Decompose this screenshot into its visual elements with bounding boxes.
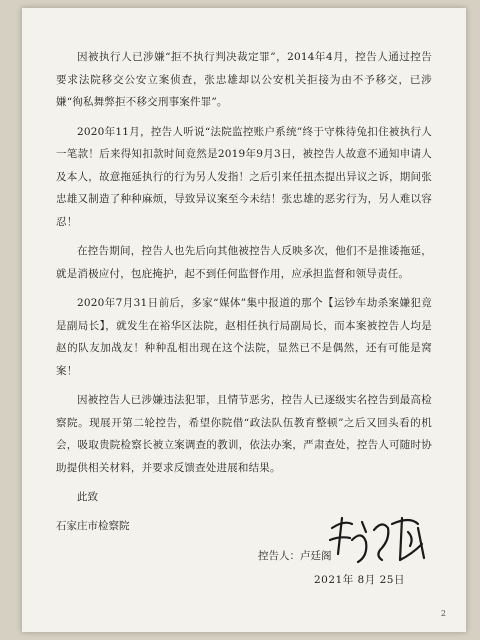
complainant-line: 控告人：卢廷阁 — [258, 550, 332, 562]
date-line: 2021年 8月 25日 — [314, 574, 405, 586]
recipient-line: 石家庄市检察院 — [56, 520, 130, 532]
document-body — [56, 46, 432, 509]
paragraph-1: 因被执行人已涉嫌“拒不执行判决裁定罪”，2014年4月，控告人通过控告要求法院移交公安立案侦查，张忠雄却以公安机关拒接为由不予移交，已涉嫌“徇私舞弊拒不移交刑事案件罪”。 — [56, 51, 432, 108]
closing-salutation: 此致 — [77, 491, 98, 503]
paragraph-5: 因被控告人已涉嫌违法犯罪，且情节恶劣，控告人已逐级实名控告到最高检察院。现展开第二轮控告，希望你院借“政法队伍教育整顿”之后又回头看的机会，吸取贵院检察长被立案调查的教训，依法办案，严肃查处，控告人可随时协助提供相关材料，并要求反馈查处进展和结果。 — [56, 394, 432, 474]
paragraph-2: 2020年11月，控告人听说“法院监控账户系统”终于守株待兔扣住被执行人一笔款！后来得知扣款时间竟然是2019年9月3日，被控告人故意不通知申请人及本人，故意拖延执行的行为另人发指！之后引来任扭杰提出异议之诉，期间张忠雄又制造了种种麻烦，导致异议案至今未结！张忠雄的恶劣行为，另人难以容忍！ — [56, 125, 432, 228]
handwritten-signature — [322, 510, 432, 570]
paragraph-4: 2020年7月31日前后，多家“媒体”集中报道的那个【运钞车劫杀案嫌犯竟是副局长】，就发生在裕华区法院，赵相任执行局副局长，而本案被控告人均是赵的队友加战友！种种乱相出现在这个法院，显然已不是偶然，还有可能是窝案！ — [56, 297, 432, 377]
page-number: 2 — [440, 609, 446, 618]
paragraph-3: 在控告期间，控告人也先后向其他被控告人反映多次，他们不是推诿拖延，就是消极应付，包庇掩护，起不到任何监督作用，应承担监督和领导责任。 — [56, 245, 432, 280]
document-page — [22, 8, 466, 632]
